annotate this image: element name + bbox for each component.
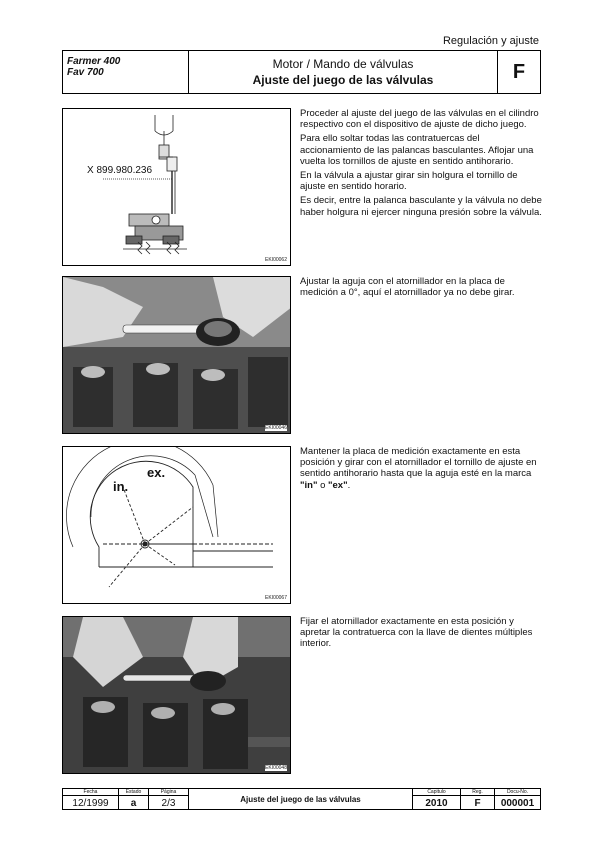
tool-drawing xyxy=(63,109,291,266)
figure-tool-diagram xyxy=(62,108,291,266)
footer-label: Reg. xyxy=(461,789,494,796)
mark-ex-label: ex. xyxy=(147,465,166,480)
footer-label: Capitulo xyxy=(413,789,460,796)
footer-value: 12/1999 xyxy=(72,798,109,809)
footer-title: Ajuste del juego de las válvulas xyxy=(189,789,413,809)
figure-measurement-plate xyxy=(62,446,291,604)
footer-fecha xyxy=(63,789,119,809)
paragraph xyxy=(300,446,542,491)
engine-photo xyxy=(63,617,291,774)
step-2-text xyxy=(300,276,542,301)
footer-estado xyxy=(119,789,149,809)
step-4-text xyxy=(300,616,542,653)
footer-capitulo xyxy=(413,789,461,809)
figure-photo-needle xyxy=(62,276,291,434)
footer-pagina xyxy=(149,789,189,809)
footer-value: 2010 xyxy=(425,798,448,809)
joiner: o xyxy=(317,479,329,491)
paragraph: En la válvula a ajustar girar sin holgura el tornillo de ajuste en sentido horario. xyxy=(300,170,518,193)
model-list xyxy=(63,51,189,93)
figure-photo-lock xyxy=(62,616,291,774)
figure-id: EKI00048 xyxy=(265,765,287,771)
mark-ex-ref: "ex" xyxy=(328,479,348,491)
model-name: Fav 700 xyxy=(67,67,104,78)
figure-id: EKI00046 xyxy=(265,425,287,431)
figure-id: EKI00062 xyxy=(265,257,287,263)
header-title-block xyxy=(189,51,498,93)
paragraph: Proceder al ajuste del juego de las válvulas en el cilindro respectivo con el dispositivo de ajuste de dicho juego. xyxy=(300,108,539,131)
footer-docu xyxy=(495,789,540,809)
figure-id: EKI00067 xyxy=(265,595,287,601)
footer-value: F xyxy=(474,798,481,809)
paragraph: Es decir, entre la palanca basculante y la válvula no debe haber holgura ni ejercer ninguna presión sobre la válvula. xyxy=(300,195,542,218)
engine-photo xyxy=(63,277,291,434)
paragraph: Ajustar la aguja con el atornillador en la placa de medición a 0°, aquí el atornillador ya no debe girar. xyxy=(300,276,515,299)
footer-label: Docu-No. xyxy=(495,789,540,796)
section-letter: F xyxy=(512,60,526,83)
footer-label: Estado xyxy=(119,789,148,796)
mark-in-ref: "in" xyxy=(300,479,318,491)
footer-value: 000001 xyxy=(500,798,535,809)
paragraph: Para ello soltar todas las contratuercas del accionamiento de las palancas basculantes. Aflojar una vuelta los tornillos de ajuste en sentido antihorario. xyxy=(300,133,534,167)
footer-value: 2/3 xyxy=(161,798,176,809)
section-label: Regulación y ajuste xyxy=(442,35,539,47)
footer-label: Página xyxy=(149,789,188,796)
plate-drawing xyxy=(63,447,291,604)
footer-value: a xyxy=(130,798,137,809)
header-subtitle: Ajuste del juego de las válvulas xyxy=(252,73,434,87)
model-name: Farmer 400 xyxy=(67,56,121,67)
paragraph-text: Mantener la placa de medición exactamente en esta posición y girar con el atornillador el tornillo de ajuste en sentido antihorario hasta que la aguja esté en la marca xyxy=(300,446,537,480)
paragraph: Fijar el atornillador exactamente en esta posición y apretar la contratuerca con la llave de dientes múltiples interior. xyxy=(300,616,533,650)
footer-reg xyxy=(461,789,495,809)
page-header xyxy=(62,50,541,94)
tool-callout: X 899.980.236 xyxy=(87,165,153,176)
step-3-text xyxy=(300,446,542,494)
step-1-text xyxy=(300,108,542,221)
page-footer xyxy=(62,788,541,810)
footer-label: Fecha xyxy=(63,789,118,796)
mark-in-label: in. xyxy=(113,479,129,494)
header-title: Motor / Mando de válvulas xyxy=(272,57,414,71)
paragraph-end: . xyxy=(347,479,351,491)
